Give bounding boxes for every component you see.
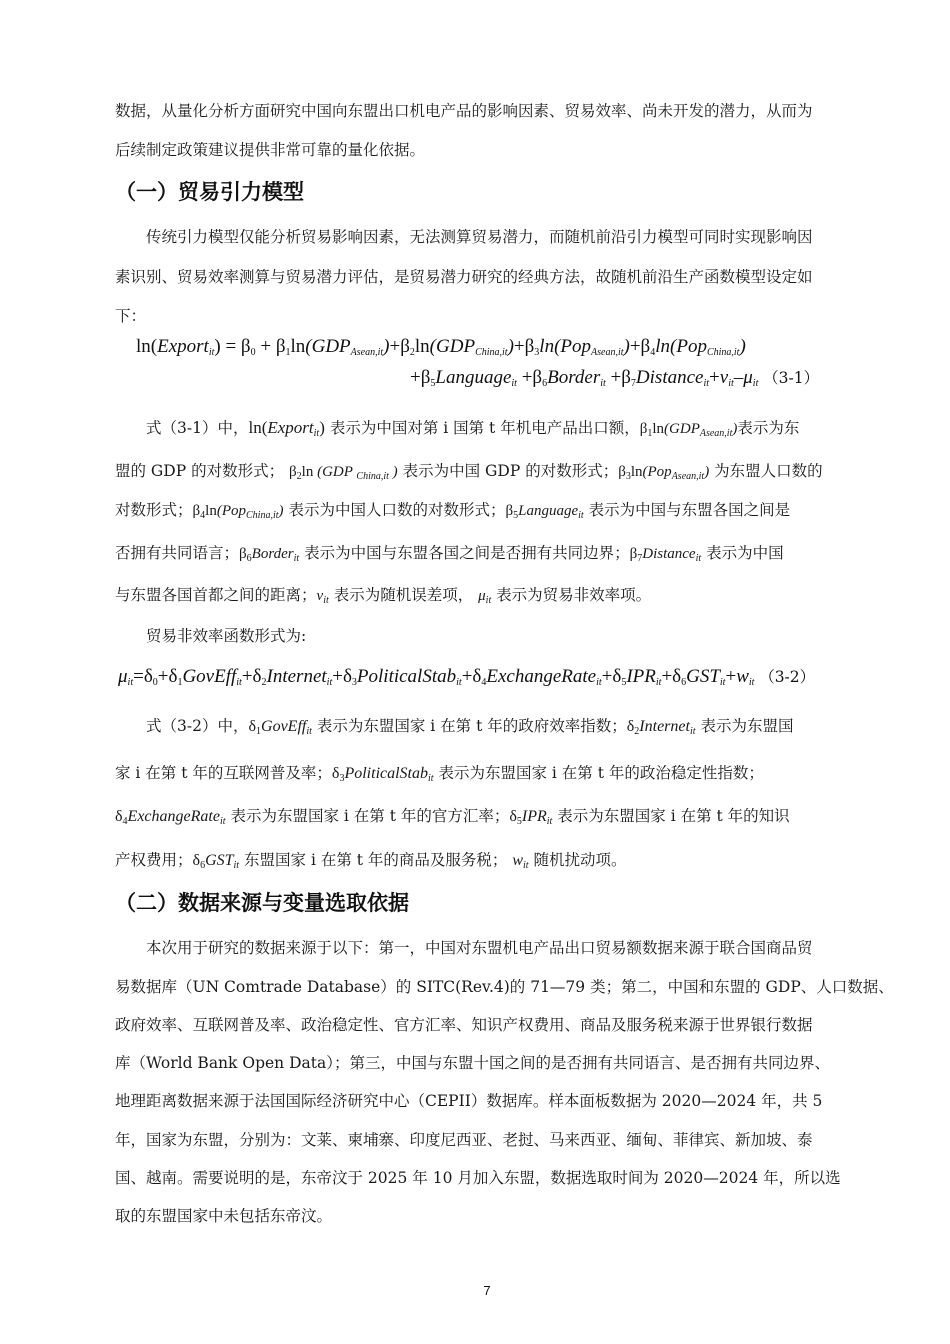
- data-source-line-1: 本次用于研究的数据来源于以下：第一，中国对东盟机电产品出口贸易额数据来源于联合国商品贸: [146, 939, 813, 957]
- data-source-line-5: 地理距离数据来源于法国国际经济研究中心（CEPII）数据库。样本面板数据为 2020—2024 年，共 5: [115, 1092, 823, 1110]
- eq2-explain-line-4: 产权费用；$\delta_6GST_{it}$ 东盟国家 i 在第 t 年的商品及服务税； $w_{it}$ 随机扰动项。: [115, 851, 627, 871]
- data-source-line-7: 国、越南。需要说明的是，东帝汶于 2025 年 10 月加入东盟，数据选取时间为 2020—2024 年，所以选: [115, 1169, 841, 1187]
- model-para-line-3: 下：: [115, 307, 147, 325]
- data-source-line-3: 政府效率、互联网普及率、政治稳定性、官方汇率、知识产权费用、商品及服务税来源于世界银行数据: [115, 1016, 813, 1034]
- data-source-line-8: 取的东盟国家中未包括东帝汶。: [115, 1207, 333, 1225]
- section-heading-gravity-model: （一）贸易引力模型: [115, 180, 304, 204]
- eq2-explain-line-1: 式（3-2）中，$\delta_1GovEff_{it}$ 表示为东盟国家 i 在第 t 年的政府效率指数；$\delta_2Internet_{it}$ 表示为东盟国: [146, 717, 794, 737]
- data-source-line-6: 年，国家为东盟，分别为：文莱、柬埔寨、印度尼西亚、老挝、马来西亚、缅甸、菲律宾、新加坡、泰: [115, 1131, 813, 1149]
- intro-line-1: 数据，从量化分析方面研究中国向东盟出口机电产品的影响因素、贸易效率、尚未开发的潜力，从而为: [115, 102, 813, 120]
- model-para-line-1: 传统引力模型仅能分析贸易影响因素，无法测算贸易潜力，而随机前沿引力模型可同时实现影响因: [146, 228, 813, 246]
- eq1-explain-line-2: 盟的 GDP 的对数形式； $\beta_2\ln$ (GDP $_{China,it}$ ) 表示为中国 GDP 的对数形式；$\beta_3\ln(Pop_{Asean,it})$ 为东盟人口数的: [115, 462, 823, 482]
- inefficiency-intro: 贸易非效率函数形式为:: [146, 627, 307, 645]
- equation-3-2-number: （3-2）: [759, 668, 816, 686]
- eq1-explain-line-4: 否拥有共同语言；$\beta_6Border_{it}$ 表示为中国与东盟各国之间是否拥有共同边界；$\beta_7Distance_{it}$ 表示为中国: [115, 544, 784, 564]
- data-source-line-2: 易数据库（UN Comtrade Database）的 SITC(Rev.4)的 71—79 类；第二，中国和东盟的 GDP、人口数据、: [115, 978, 894, 996]
- eq2-explain-line-3: $\delta_4ExchangeRate_{it}$ 表示为东盟国家 i 在第 t 年的官方汇率；$\delta_5IPR_{it}$ 表示为东盟国家 i 在第 t 年的知识: [115, 807, 790, 827]
- equation-3-1-line-2: $+\beta_5Language_{it}$ $+\beta_6Border_{it}$ $+\beta_7Distance_{it}+v_{it}-\mu_{it}$ （3-1）: [410, 367, 820, 389]
- equation-3-1-number: （3-1）: [763, 369, 820, 387]
- equation-3-2: $\mu_{it}=\delta_0+\delta_1GovEff_{it}+\delta_2Internet_{it}+\delta_3PoliticalStab_{it}+\delta_4ExchangeRate_{it}+\delta_5IPR_{it}+\delta_6GST_{it}+w_{it}$ （3-2）: [118, 666, 816, 688]
- eq1-explain-line-3: 对数形式；$\beta_4\ln(Pop_{China,it})$ 表示为中国人口数的对数形式；$\beta_5Language_{it}$ 表示为中国与东盟各国之间是: [115, 501, 791, 521]
- section-heading-data-sources: （二）数据来源与变量选取依据: [115, 891, 409, 915]
- eq2-explain-line-2: 家 i 在第 t 年的互联网普及率；$\delta_3PoliticalStab_{it}$ 表示为东盟国家 i 在第 t 年的政治稳定性指数；: [115, 764, 764, 784]
- data-source-line-4: 库（World Bank Open Data）；第三，中国与东盟十国之间的是否拥有共同语言、是否拥有共同边界、: [115, 1054, 830, 1072]
- eq1-explain-line-1: 式（3-1）中，ln(Export$_{it}$) 表示为中国对第 i 国第 t 年机电产品出口额，$\beta_1\ln(GDP_{Asean,it})$表示为东: [146, 418, 800, 439]
- eq1-explain-line-5: 与东盟各国首都之间的距离；$v_{it}$ 表示为随机误差项， $\mu_{it}$ 表示为贸易非效率项。: [115, 586, 652, 606]
- intro-line-2: 后续制定政策建议提供非常可靠的量化依据。: [115, 141, 426, 159]
- page-number: 7: [483, 1283, 491, 1298]
- equation-3-1-line-1: ln(Export$_{it}$) = $\beta_0 + \beta_1\ln(GDP_{Asean,it})+\beta_2\ln(GDP_{China,it})+\beta_3\ln(Pop_{Asean,it})+\beta_4\ln(Pop_{China,it})$: [136, 336, 746, 358]
- model-para-line-2: 素识别、贸易效率测算与贸易潜力评估，是贸易潜力研究的经典方法，故随机前沿生产函数模型设定如: [115, 268, 813, 286]
